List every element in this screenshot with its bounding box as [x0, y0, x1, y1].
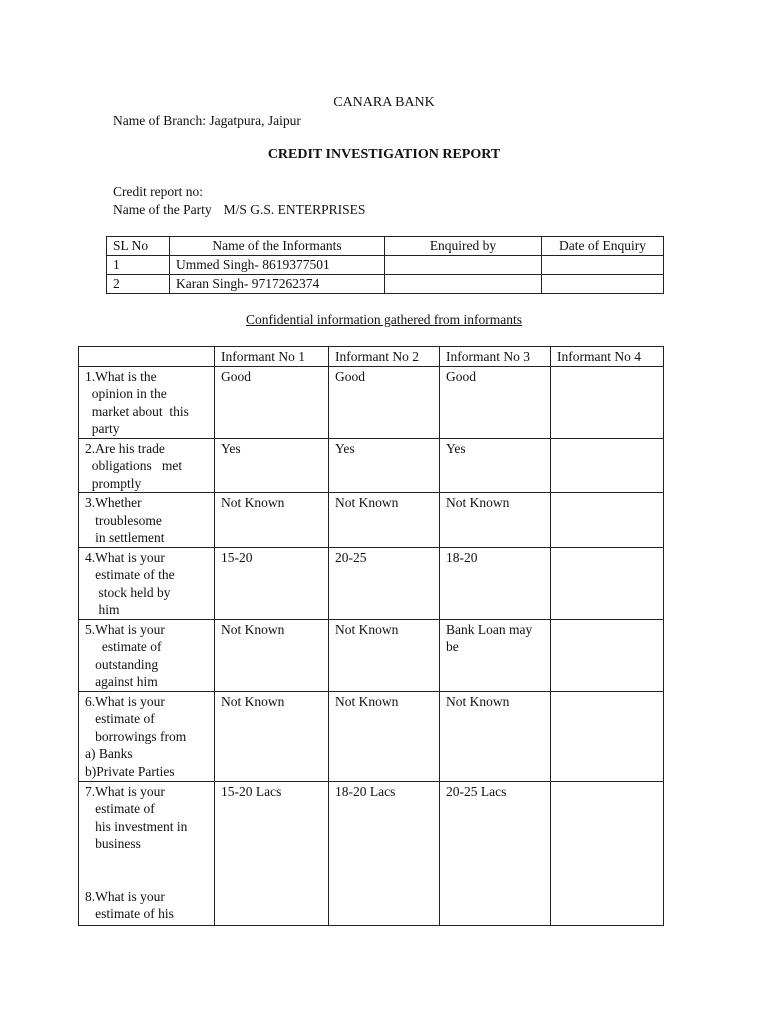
bank-name: CANARA BANK: [333, 95, 435, 110]
answer-cell: 15-20 Lacs: [215, 781, 329, 925]
header-cell: Informant No 4: [551, 347, 664, 367]
question-cell: 1.What is the opinion in the market about this party: [79, 366, 215, 438]
informant-name-cell: Ummed Singh- 8619377501: [170, 256, 385, 275]
header-cell: SL No: [107, 237, 170, 256]
table-row: [107, 256, 664, 275]
table-header-row: [79, 347, 664, 367]
branch-line: [113, 113, 301, 129]
answer-cell: Not Known: [329, 493, 440, 548]
answer-cell: Not Known: [215, 493, 329, 548]
answer-cell: Not Known: [215, 619, 329, 691]
table-row: [79, 547, 664, 619]
enquired-by-cell: [385, 256, 542, 275]
report-title: CREDIT INVESTIGATION REPORT: [267, 147, 501, 162]
header-cell: Date of Enquiry: [542, 237, 664, 256]
question-cell: 4.What is your estimate of the stock held by him: [79, 547, 215, 619]
header-cell: Name of the Informants: [170, 237, 385, 256]
answer-cell: Good: [440, 366, 551, 438]
sl-no-cell: 1: [107, 256, 170, 275]
table-row: [79, 619, 664, 691]
answer-cell: Yes: [440, 438, 551, 493]
answer-cell: [551, 781, 664, 925]
table-header-row: [107, 237, 664, 256]
answer-cell: Not Known: [440, 691, 551, 781]
answer-cell: [551, 619, 664, 691]
answer-cell: Not Known: [440, 493, 551, 548]
table-row: [79, 493, 664, 548]
party-label: Name of the Party: [113, 202, 212, 217]
header-cell: [79, 347, 215, 367]
informant-info-table: [78, 346, 664, 926]
question-cell: 7.What is your estimate of his investment in business 8.What is your estimate of his: [79, 781, 215, 925]
question-cell: 2.Are his trade obligations met promptly: [79, 438, 215, 493]
party-value: M/S G.S. ENTERPRISES: [223, 202, 366, 217]
answer-cell: [551, 493, 664, 548]
answer-cell: 15-20: [215, 547, 329, 619]
answer-cell: 20-25: [329, 547, 440, 619]
table-row: [79, 781, 664, 925]
answer-cell: [551, 366, 664, 438]
answer-cell: [551, 438, 664, 493]
question-cell: 5.What is your estimate of outstanding against him: [79, 619, 215, 691]
answer-cell: Good: [329, 366, 440, 438]
answer-cell: Yes: [215, 438, 329, 493]
answer-cell: [551, 691, 664, 781]
table-row: [79, 438, 664, 493]
enquiry-date-cell: [542, 275, 664, 294]
confidential-heading: Confidential information gathered from informants: [246, 312, 522, 327]
question-cell: 3.Whether troublesome in settlement: [79, 493, 215, 548]
party-line: [113, 202, 365, 218]
answer-cell: 18-20: [440, 547, 551, 619]
answer-cell: Good: [215, 366, 329, 438]
question-cell: 6.What is your estimate of borrowings from a) Banks b)Private Parties: [79, 691, 215, 781]
branch-value: Jagatpura, Jaipur: [209, 113, 301, 128]
answer-cell: [551, 547, 664, 619]
table-row: [107, 275, 664, 294]
header-cell: Informant No 2: [329, 347, 440, 367]
header-cell: Informant No 3: [440, 347, 551, 367]
enquired-by-cell: [385, 275, 542, 294]
table-row: [79, 366, 664, 438]
header-cell: Informant No 1: [215, 347, 329, 367]
answer-cell: 18-20 Lacs: [329, 781, 440, 925]
table-row: [79, 691, 664, 781]
answer-cell: Not Known: [329, 619, 440, 691]
answer-cell: Yes: [329, 438, 440, 493]
answer-cell: Bank Loan may be: [440, 619, 551, 691]
enquiry-date-cell: [542, 256, 664, 275]
report-no-label: Credit report no:: [113, 184, 203, 199]
informant-name-cell: Karan Singh- 9717262374: [170, 275, 385, 294]
branch-label: Name of Branch:: [113, 113, 206, 128]
answer-cell: Not Known: [215, 691, 329, 781]
sl-no-cell: 2: [107, 275, 170, 294]
informants-table: [106, 236, 664, 294]
answer-cell: 20-25 Lacs: [440, 781, 551, 925]
header-cell: Enquired by: [385, 237, 542, 256]
answer-cell: Not Known: [329, 691, 440, 781]
